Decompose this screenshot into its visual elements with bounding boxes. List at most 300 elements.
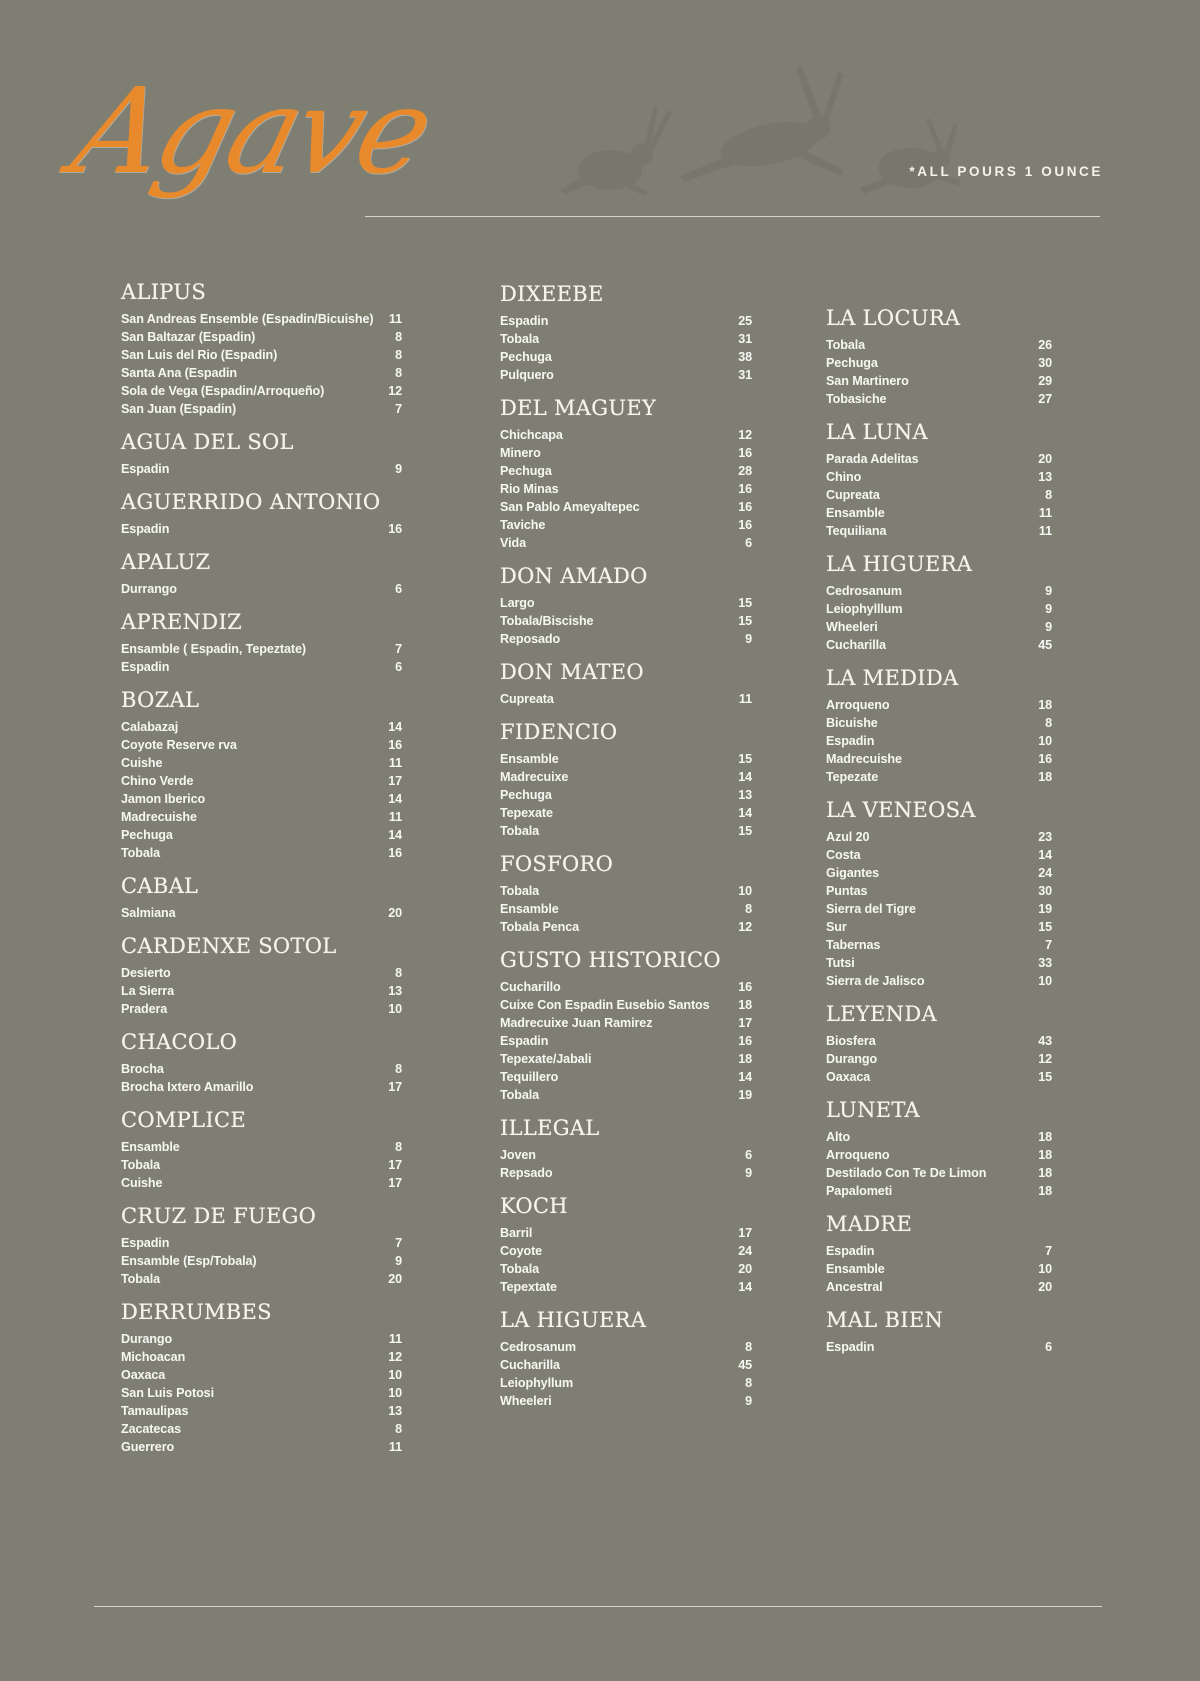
menu-item — [500, 1224, 752, 1242]
item-name: Espadin — [121, 1236, 170, 1250]
item-price: 18 — [1038, 1130, 1052, 1144]
hares-illustration — [560, 60, 980, 210]
brand-heading: LA MEDIDA — [826, 666, 959, 690]
menu-item — [500, 690, 752, 708]
brand-heading: CHACOLO — [121, 1030, 238, 1054]
menu-item — [121, 382, 402, 400]
menu-item — [500, 348, 752, 366]
item-name: Ensamble — [121, 1140, 180, 1154]
menu-item — [500, 366, 752, 384]
menu-item — [121, 520, 402, 538]
brand-section — [121, 874, 402, 922]
menu-item — [826, 636, 1052, 654]
item-price: 14 — [738, 1280, 752, 1294]
item-price: 13 — [388, 984, 402, 998]
brand-heading: AGUA DEL SOL — [121, 430, 294, 454]
menu-item — [826, 618, 1052, 636]
brand-heading: DON MATEO — [500, 660, 644, 684]
item-name: Tutsi — [826, 956, 855, 970]
menu-item — [500, 1014, 752, 1032]
item-name: Desierto — [121, 966, 171, 980]
brand-section — [121, 280, 402, 418]
menu-item — [500, 1050, 752, 1068]
menu-item — [121, 1420, 402, 1438]
item-price: 10 — [1038, 734, 1052, 748]
item-name: Sur — [826, 920, 847, 934]
item-price: 15 — [1038, 920, 1052, 934]
item-price: 20 — [388, 906, 402, 920]
item-price: 38 — [738, 350, 752, 364]
item-price: 16 — [738, 482, 752, 496]
item-price: 20 — [738, 1262, 752, 1276]
menu-item — [121, 1138, 402, 1156]
brand-heading: AGUERRIDO ANTONIO — [121, 490, 381, 514]
menu-item — [826, 846, 1052, 864]
item-name: Santa Ana (Espadin — [121, 366, 237, 380]
item-name: Pechuga — [500, 350, 552, 364]
item-price: 11 — [1038, 524, 1052, 538]
menu-item — [500, 1242, 752, 1260]
menu-item — [826, 336, 1052, 354]
item-name: Zacatecas — [121, 1422, 182, 1436]
item-price: 14 — [1038, 848, 1052, 862]
item-price: 11 — [388, 810, 402, 824]
menu-item — [826, 1050, 1052, 1068]
menu-item — [500, 462, 752, 480]
menu-item — [500, 1392, 752, 1410]
brand-section — [500, 948, 752, 1104]
menu-item — [121, 736, 402, 754]
brand-section — [121, 430, 402, 478]
brand-heading: LA LOCURA — [826, 306, 961, 330]
item-price: 8 — [395, 1422, 402, 1436]
item-price: 8 — [395, 348, 402, 362]
item-price: 16 — [738, 518, 752, 532]
item-price: 23 — [1038, 830, 1052, 844]
brand-heading: KOCH — [500, 1194, 568, 1218]
item-price: 33 — [1038, 956, 1052, 970]
item-name: Ensamble ( Espadin, Tepeztate) — [121, 642, 307, 656]
menu-item — [500, 822, 752, 840]
item-name: San Baltazar (Espadin) — [121, 330, 256, 344]
item-name: Ensamble — [826, 1262, 885, 1276]
menu-item — [500, 978, 752, 996]
brand-heading: FOSFORO — [500, 852, 614, 876]
item-name: Durango — [121, 1332, 173, 1346]
item-price: 7 — [395, 642, 402, 656]
menu-item — [826, 522, 1052, 540]
item-name: Leiophyllum — [500, 1376, 574, 1390]
menu-item — [500, 1146, 752, 1164]
item-name: Ancestral — [826, 1280, 883, 1294]
item-price: 27 — [1038, 392, 1052, 406]
menu-item — [121, 1270, 402, 1288]
item-name: Taviche — [500, 518, 546, 532]
item-name: Costa — [826, 848, 861, 862]
brand-section — [826, 798, 1052, 990]
item-name: Cuishe — [121, 1176, 163, 1190]
item-price: 8 — [745, 1340, 752, 1354]
item-price: 16 — [388, 522, 402, 536]
item-price: 26 — [1038, 338, 1052, 352]
item-name: Tobala — [500, 332, 540, 346]
menu-item — [500, 1164, 752, 1182]
item-price: 17 — [388, 1176, 402, 1190]
item-price: 9 — [1045, 602, 1052, 616]
menu-item — [121, 1156, 402, 1174]
menu-item — [121, 1438, 402, 1456]
item-price: 14 — [388, 720, 402, 734]
item-name: San Pablo Ameyaltepec — [500, 500, 640, 514]
item-name: Sierra de Jalisco — [826, 974, 925, 988]
menu-item — [500, 900, 752, 918]
item-name: Pechuga — [500, 788, 552, 802]
item-name: Oaxaca — [121, 1368, 166, 1382]
item-price: 15 — [738, 752, 752, 766]
item-price: 11 — [388, 756, 402, 770]
menu-item — [826, 936, 1052, 954]
menu-item — [121, 640, 402, 658]
brand-heading: LA LUNA — [826, 420, 928, 444]
menu-item — [826, 1146, 1052, 1164]
item-name: Destilado Con Te De Limon — [826, 1166, 987, 1180]
item-name: Salmiana — [121, 906, 176, 920]
item-name: Cucharillo — [500, 980, 561, 994]
item-name: Espadin — [500, 1034, 549, 1048]
item-price: 6 — [395, 660, 402, 674]
item-name: Repsado — [500, 1166, 553, 1180]
item-price: 14 — [738, 1070, 752, 1084]
item-price: 14 — [738, 806, 752, 820]
item-name: Pechuga — [500, 464, 552, 478]
item-price: 30 — [1038, 884, 1052, 898]
item-price: 15 — [738, 596, 752, 610]
brand-section — [826, 1002, 1052, 1086]
brand-section — [121, 1204, 402, 1288]
item-price: 8 — [745, 1376, 752, 1390]
menu-item — [500, 1032, 752, 1050]
item-price: 6 — [395, 582, 402, 596]
menu-item — [121, 1000, 402, 1018]
brand-heading: CABAL — [121, 874, 199, 898]
item-price: 15 — [738, 614, 752, 628]
item-price: 14 — [388, 828, 402, 842]
item-price: 16 — [388, 738, 402, 752]
brand-heading: GUSTO HISTORICO — [500, 948, 721, 972]
item-name: Ensamble — [826, 506, 885, 520]
menu-item — [500, 1086, 752, 1104]
item-name: Tobala — [121, 1272, 161, 1286]
item-price: 9 — [745, 1394, 752, 1408]
item-name: Ensamble — [500, 752, 559, 766]
item-name: Arroqueno — [826, 698, 890, 712]
menu-item — [500, 1278, 752, 1296]
item-name: Cuixe Con Espadin Eusebio Santos — [500, 998, 710, 1012]
item-price: 16 — [738, 446, 752, 460]
menu-item — [500, 1068, 752, 1086]
item-name: Rio Minas — [500, 482, 559, 496]
brand-heading: LA HIGUERA — [500, 1308, 647, 1332]
brand-section — [121, 490, 402, 538]
item-price: 29 — [1038, 374, 1052, 388]
menu-item — [826, 600, 1052, 618]
menu-item — [826, 714, 1052, 732]
menu-item — [121, 364, 402, 382]
item-name: Largo — [500, 596, 535, 610]
item-price: 18 — [1038, 1166, 1052, 1180]
item-price: 8 — [395, 966, 402, 980]
item-name: Cupreata — [826, 488, 880, 502]
brand-heading: LEYENDA — [826, 1002, 937, 1026]
item-price: 17 — [738, 1226, 752, 1240]
item-price: 30 — [1038, 356, 1052, 370]
item-price: 18 — [1038, 1184, 1052, 1198]
item-name: Joven — [500, 1148, 536, 1162]
brand-section — [500, 282, 752, 384]
item-name: Pechuga — [826, 356, 878, 370]
item-price: 10 — [388, 1386, 402, 1400]
item-price: 18 — [738, 998, 752, 1012]
brand-section — [500, 720, 752, 840]
brand-heading: DIXEEBE — [500, 282, 604, 306]
brand-section — [826, 1308, 1052, 1356]
item-price: 8 — [745, 902, 752, 916]
item-name: Oaxaca — [826, 1070, 871, 1084]
item-name: Cucharilla — [826, 638, 886, 652]
menu-item — [121, 1402, 402, 1420]
item-name: Wheeleri — [826, 620, 878, 634]
item-name: Espadin — [500, 314, 549, 328]
item-price: 24 — [1038, 866, 1052, 880]
menu-item — [826, 864, 1052, 882]
item-price: 12 — [1038, 1052, 1052, 1066]
item-price: 14 — [738, 770, 752, 784]
brand-heading: MADRE — [826, 1212, 913, 1236]
menu-item — [121, 982, 402, 1000]
item-price: 20 — [388, 1272, 402, 1286]
item-name: Guerrero — [121, 1440, 175, 1454]
menu-item — [826, 972, 1052, 990]
item-price: 12 — [388, 384, 402, 398]
brand-section — [826, 306, 1052, 408]
menu-item — [826, 900, 1052, 918]
brand-section — [500, 396, 752, 552]
item-name: Coyote Reserve rva — [121, 738, 237, 752]
item-name: Alto — [826, 1130, 851, 1144]
menu-item — [500, 444, 752, 462]
footer-divider — [94, 1606, 1102, 1607]
item-price: 20 — [1038, 452, 1052, 466]
item-price: 7 — [1045, 1244, 1052, 1258]
menu-item — [500, 1260, 752, 1278]
menu-item — [500, 594, 752, 612]
item-price: 12 — [738, 920, 752, 934]
item-name: Cuishe — [121, 756, 163, 770]
menu-column-1 — [121, 280, 402, 1468]
brand-section — [826, 666, 1052, 786]
item-price: 8 — [1045, 716, 1052, 730]
item-price: 9 — [1045, 584, 1052, 598]
item-price: 7 — [1045, 938, 1052, 952]
brand-section — [500, 1308, 752, 1410]
item-name: Coyote — [500, 1244, 543, 1258]
menu-item — [500, 516, 752, 534]
menu-item — [121, 964, 402, 982]
item-name: Minero — [500, 446, 541, 460]
menu-item — [121, 1078, 402, 1096]
menu-item — [826, 390, 1052, 408]
brand-section — [826, 420, 1052, 540]
menu-item — [500, 882, 752, 900]
item-name: Tobala — [500, 1262, 540, 1276]
brand-heading: COMPLICE — [121, 1108, 246, 1132]
item-name: Espadin — [826, 734, 875, 748]
brand-section — [121, 610, 402, 676]
item-name: Tobala — [500, 1088, 540, 1102]
menu-item — [826, 1068, 1052, 1086]
header-divider — [365, 216, 1100, 217]
brand-section — [121, 688, 402, 862]
item-price: 9 — [1045, 620, 1052, 634]
item-price: 8 — [395, 366, 402, 380]
menu-item — [826, 1260, 1052, 1278]
item-name: Sola de Vega (Espadin/Arroqueño) — [121, 384, 325, 398]
menu-item — [121, 328, 402, 346]
item-name: Durango — [826, 1052, 878, 1066]
menu-item — [121, 1174, 402, 1192]
brand-section — [500, 660, 752, 708]
menu-item — [500, 426, 752, 444]
menu-item — [826, 582, 1052, 600]
item-name: Espadin — [826, 1340, 875, 1354]
brand-heading: LA VENEOSA — [826, 798, 976, 822]
item-price: 6 — [1045, 1340, 1052, 1354]
menu-item — [826, 1182, 1052, 1200]
item-price: 31 — [738, 332, 752, 346]
menu-item — [826, 918, 1052, 936]
menu-item — [121, 658, 402, 676]
item-name: Michoacan — [121, 1350, 186, 1364]
menu-item — [826, 1338, 1052, 1356]
item-price: 17 — [388, 774, 402, 788]
item-name: Brocha — [121, 1062, 164, 1076]
menu-item — [500, 612, 752, 630]
item-price: 20 — [1038, 1280, 1052, 1294]
item-name: Tobala/Biscishe — [500, 614, 594, 628]
menu-item — [121, 1366, 402, 1384]
menu-item — [500, 498, 752, 516]
menu-item — [826, 504, 1052, 522]
item-name: Puntas — [826, 884, 868, 898]
item-name: Espadin — [121, 660, 170, 674]
item-price: 10 — [738, 884, 752, 898]
agave-logo: Agave — [60, 62, 443, 200]
menu-item — [500, 1356, 752, 1374]
menu-item — [500, 750, 752, 768]
item-name: Tabernas — [826, 938, 881, 952]
menu-item — [826, 354, 1052, 372]
brand-heading: FIDENCIO — [500, 720, 618, 744]
menu-item — [121, 400, 402, 418]
item-price: 19 — [738, 1088, 752, 1102]
item-price: 8 — [395, 330, 402, 344]
menu-item — [826, 1128, 1052, 1146]
item-price: 25 — [738, 314, 752, 328]
item-price: 16 — [738, 1034, 752, 1048]
item-name: Tepexate/Jabali — [500, 1052, 592, 1066]
item-price: 9 — [395, 1254, 402, 1268]
item-price: 18 — [738, 1052, 752, 1066]
item-price: 18 — [1038, 1148, 1052, 1162]
item-name: San Martinero — [826, 374, 909, 388]
menu-item — [500, 480, 752, 498]
brand-heading: MAL BIEN — [826, 1308, 944, 1332]
menu-item — [500, 630, 752, 648]
menu-item — [826, 1242, 1052, 1260]
menu-item — [500, 996, 752, 1014]
item-price: 11 — [388, 1440, 402, 1454]
item-name: Calabazaj — [121, 720, 179, 734]
menu-item — [500, 786, 752, 804]
menu-item — [826, 954, 1052, 972]
item-name: Arroqueno — [826, 1148, 890, 1162]
brand-section — [500, 1116, 752, 1182]
brand-heading: DEL MAGUEY — [500, 396, 657, 420]
pours-note: *ALL POURS 1 OUNCE — [909, 164, 1103, 179]
item-name: Espadin — [121, 462, 170, 476]
item-name: Sierra del Tigre — [826, 902, 916, 916]
brand-section — [121, 1108, 402, 1192]
item-name: Leiophylllum — [826, 602, 903, 616]
item-name: La Sierra — [121, 984, 175, 998]
menu-item — [826, 1164, 1052, 1182]
item-price: 14 — [388, 792, 402, 806]
item-name: Wheeleri — [500, 1394, 552, 1408]
menu-column-3 — [826, 306, 1052, 1368]
menu-item — [500, 1374, 752, 1392]
brand-heading: DERRUMBES — [121, 1300, 272, 1324]
item-name: Madrecuixe — [500, 770, 569, 784]
item-name: Madrecuishe — [826, 752, 902, 766]
menu-item — [826, 768, 1052, 786]
menu-item — [826, 696, 1052, 714]
item-name: Tobasiche — [826, 392, 887, 406]
item-name: Ensamble (Esp/Tobala) — [121, 1254, 257, 1268]
item-price: 19 — [1038, 902, 1052, 916]
brand-section — [826, 1098, 1052, 1200]
brand-heading: APRENDIZ — [121, 610, 242, 634]
menu-item — [121, 718, 402, 736]
item-name: Parada Adelitas — [826, 452, 919, 466]
item-price: 10 — [388, 1002, 402, 1016]
item-name: San Juan (Espadin) — [121, 402, 237, 416]
item-name: Durrango — [121, 582, 177, 596]
menu-item — [121, 772, 402, 790]
item-price: 43 — [1038, 1034, 1052, 1048]
menu-item — [826, 486, 1052, 504]
item-price: 10 — [1038, 974, 1052, 988]
item-price: 11 — [388, 312, 402, 326]
menu-item — [121, 808, 402, 826]
item-price: 28 — [738, 464, 752, 478]
item-price: 15 — [1038, 1070, 1052, 1084]
menu-item — [121, 1348, 402, 1366]
item-name: San Luis Potosi — [121, 1386, 214, 1400]
item-price: 13 — [1038, 470, 1052, 484]
item-price: 7 — [395, 1236, 402, 1250]
item-price: 16 — [388, 846, 402, 860]
item-name: Chichcapa — [500, 428, 563, 442]
